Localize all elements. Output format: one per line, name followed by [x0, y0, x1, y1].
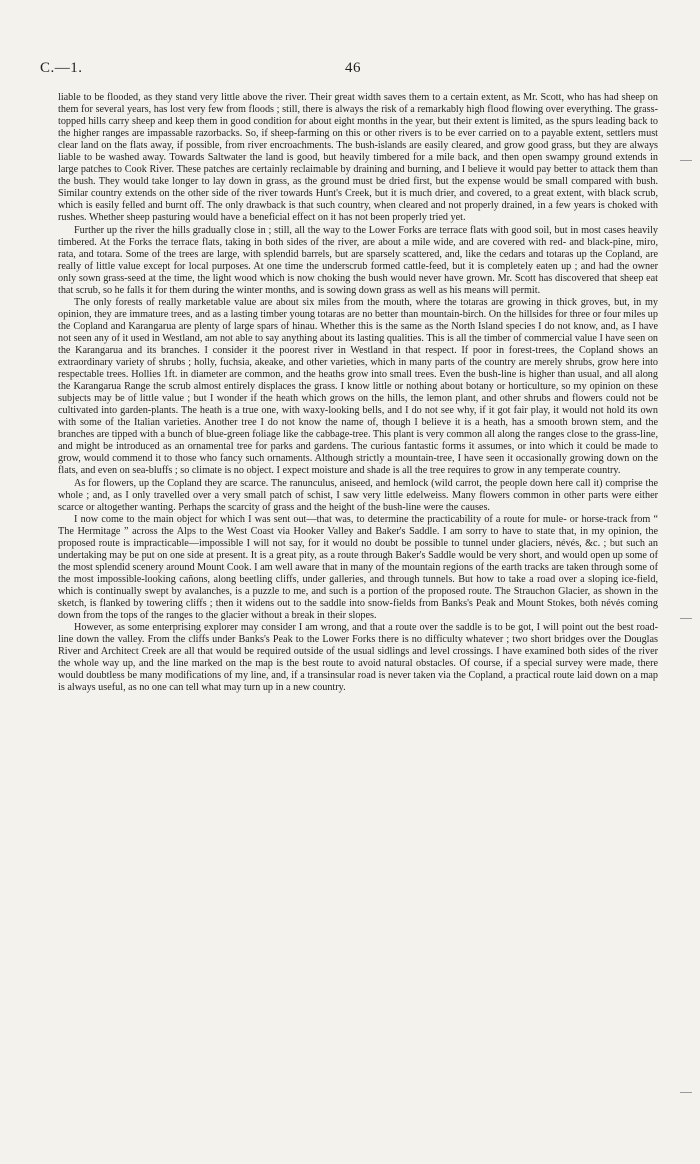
margin-mark [680, 618, 692, 619]
paragraph: I now come to the main object for which I was sent out—that was, to determine the practicability of a route for mule- or horse-track from “ The Hermitage ” across the Alps to the West Coast via Hooker Valley and Baker's Saddle. I am sorry to have to state that, in my opinion, the proposed route is impracticable—impossible I will not say, for it would no doubt be possible to tunnel under glaciers, névés, &c. ; but such an undertaking may be put on one side at present. It is a great pity, as a route through Baker's Saddle would be very short, and would open up some of the most splendid scenery around Mount Cook. I am well aware that in many of the mountain regions of the earth tracks are taken through some of the most impossible-looking cañons, along beetling cliffs, under galleries, and through tunnels. But how to take a road over a sloping ice-field, which is continually swept by avalanches, is a puzzle to me, and such is a portion of the proposed route. The Strauchon Glacier, as shown in the sketch, is flanked by towering cliffs ; then it widens out to the saddle into snow-fields from Banks's Peak and Mount Stokes, both névés coming down from the tops of the ranges to the glacier without a break in their slopes. [58, 513, 658, 622]
margin-mark [680, 1092, 692, 1093]
paragraph: However, as some enterprising explorer may consider I am wrong, and that a route over the saddle is to be got, I will point out the best road-line down the valley. From the cliffs under Banks's Peak to the Lower Forks there is no difficulty whatever ; two short bridges over the Douglas River and Architect Creek are all that would be required outside of the usual sidlings and level crossings. I have examined both sides of the river the whole way up, and the line marked on the map is the best route to avoid natural obstacles. Of course, if a special survey were made, there would doubtless be many modifications of my line, and, if a transinsular road is never taken via the Copland, a practical route laid down on a map is always useful, as no one can tell what may turn up in a new country. [58, 622, 658, 694]
paragraph: Further up the river the hills gradually close in ; still, all the way to the Lower Forks are terrace flats with good soil, but in most cases heavily timbered. At the Forks the terrace flats, taking in both sides of the river, are about a mile wide, and are covered with red- and black-pine, miro, rata, and totara. Some of the trees are large, with splendid barrels, but are sparsely scattered, and, like the cedars and totaras up the Copland, are really of little value except for local purposes. At one time the underscrub formed cattle-feed, but it is completely eaten up ; and had the owner only sown grass-seed at the time, the light wood which is now choking the bush would never have grown. Mr. Scott has discovered that sheep eat that scrub, so he falls it for them during the winter months, and is sowing down grass as well as his means will permit. [58, 224, 658, 296]
paragraph: liable to be flooded, as they stand very little above the river. Their great width saves them to a certain extent, as Mr. Scott, who has had sheep on them for several years, has lost very few from floods ; still, there is always the risk of a remarkably high flood flowing over everything. The grass-topped hills carry sheep and keep them in good condition for about eight months in the year, but their extent is limited, as the spurs leading back to the higher ranges are impassable razorbacks. So, if sheep-farming on this or other rivers is to be ever carried on to a payable extent, settlers must clear land on the flats away, if possible, from river encroachments. The bush-islands are easily cleared, and grow good grass, but they are always liable to be washed away. Towards Saltwater the land is good, but heavily timbered for a mile back, and then open swampy ground extends in large patches to Cook River. These patches are certainly reclaimable by draining and burning, and I believe it would pay better to attack them than the bush. They would take longer to lay down in grass, as the ground must be dried first, but the expense would be small compared with bush. Similar country extends on the other side of the river towards Hunt's Creek, but it is much drier, and covered, to a great extent, with black scrub, which is easily felled and burnt off. The only drawback is that such country, when cleared and not properly drained, in a few years is choked with rushes. Whether sheep pasturing would have a beneficial effect on it has not been properly tried yet. [58, 92, 658, 224]
document-reference: C.—1. [40, 60, 83, 76]
page-header [40, 60, 640, 82]
paragraph: The only forests of really marketable value are about six miles from the mouth, where the totaras are growing in thick groves, but, in my opinion, they are immature trees, and as a lasting timber young totaras are no better than mountain-birch. On the hillsides for three or four miles up the Copland and Karangarua are plenty of large spars of hinau. Whether this is the same as the North Island species I do not know, and, as I have not seen any of it used in Westland, am not able to say anything about its lasting qualities. This is all the timber of commercial value I have seen on the Karangarua and its branches. I consider it the poorest river in Westland in that respect. If poor in forest-trees, the Copland shows an extraordinary variety of shrubs ; holly, fuchsia, akeake, and other varieties, which in many parts of the country are merely shrubs, grow here into respectable trees. Hollies 1ft. in diameter are common, and the heaths grow into small trees. Even the bush-line is higher than usual, and all along the Karangarua Range the scrub almost entirely displaces the grass. I know little or nothing about botany or horticulture, so my opinion on these subjects may be of little value ; but I wonder if the heath which grows on the hills, the lemon plant, and other shrubs and flowers could not be cultivated into garden-plants. The heath is a true one, with waxy-looking bells, and I do not see why, if it got fair play, it would not hold its own with some of the Italian varieties. Another tree I do not know the name of, though I believe it is a heath, has a smooth brown stem, and the branches are tipped with a bunch of blue-green foliage like the cabbage-tree. This plant is very common all along the ranges close to the grass-line, and might be introduced as an ornamental tree for parks and gardens. The curious fantastic forms it assumes, or into which it could be made to grow, would commend it to those who fancy such ornaments. Although strictly a mountain-tree, I have seen it occasionally growing down on the flats, and even on sea-bluffs ; so climate is no object. I expect moisture and shade is all the tree requires to grow in any temperate country. [58, 296, 659, 477]
body-text [58, 92, 658, 694]
page-number: 46 [345, 60, 361, 76]
paragraph: As for flowers, up the Copland they are scarce. The ranunculus, aniseed, and hemlock (wild carrot, the people down here call it) comprise the whole ; and, as I only travelled over a very small patch of schist, I saw very little edelweiss. Many flowers common in other parts were either scarce or altogether wanting. Perhaps the scarcity of grass and the height of the bush-line were the causes. [58, 477, 658, 513]
margin-mark [680, 160, 692, 161]
